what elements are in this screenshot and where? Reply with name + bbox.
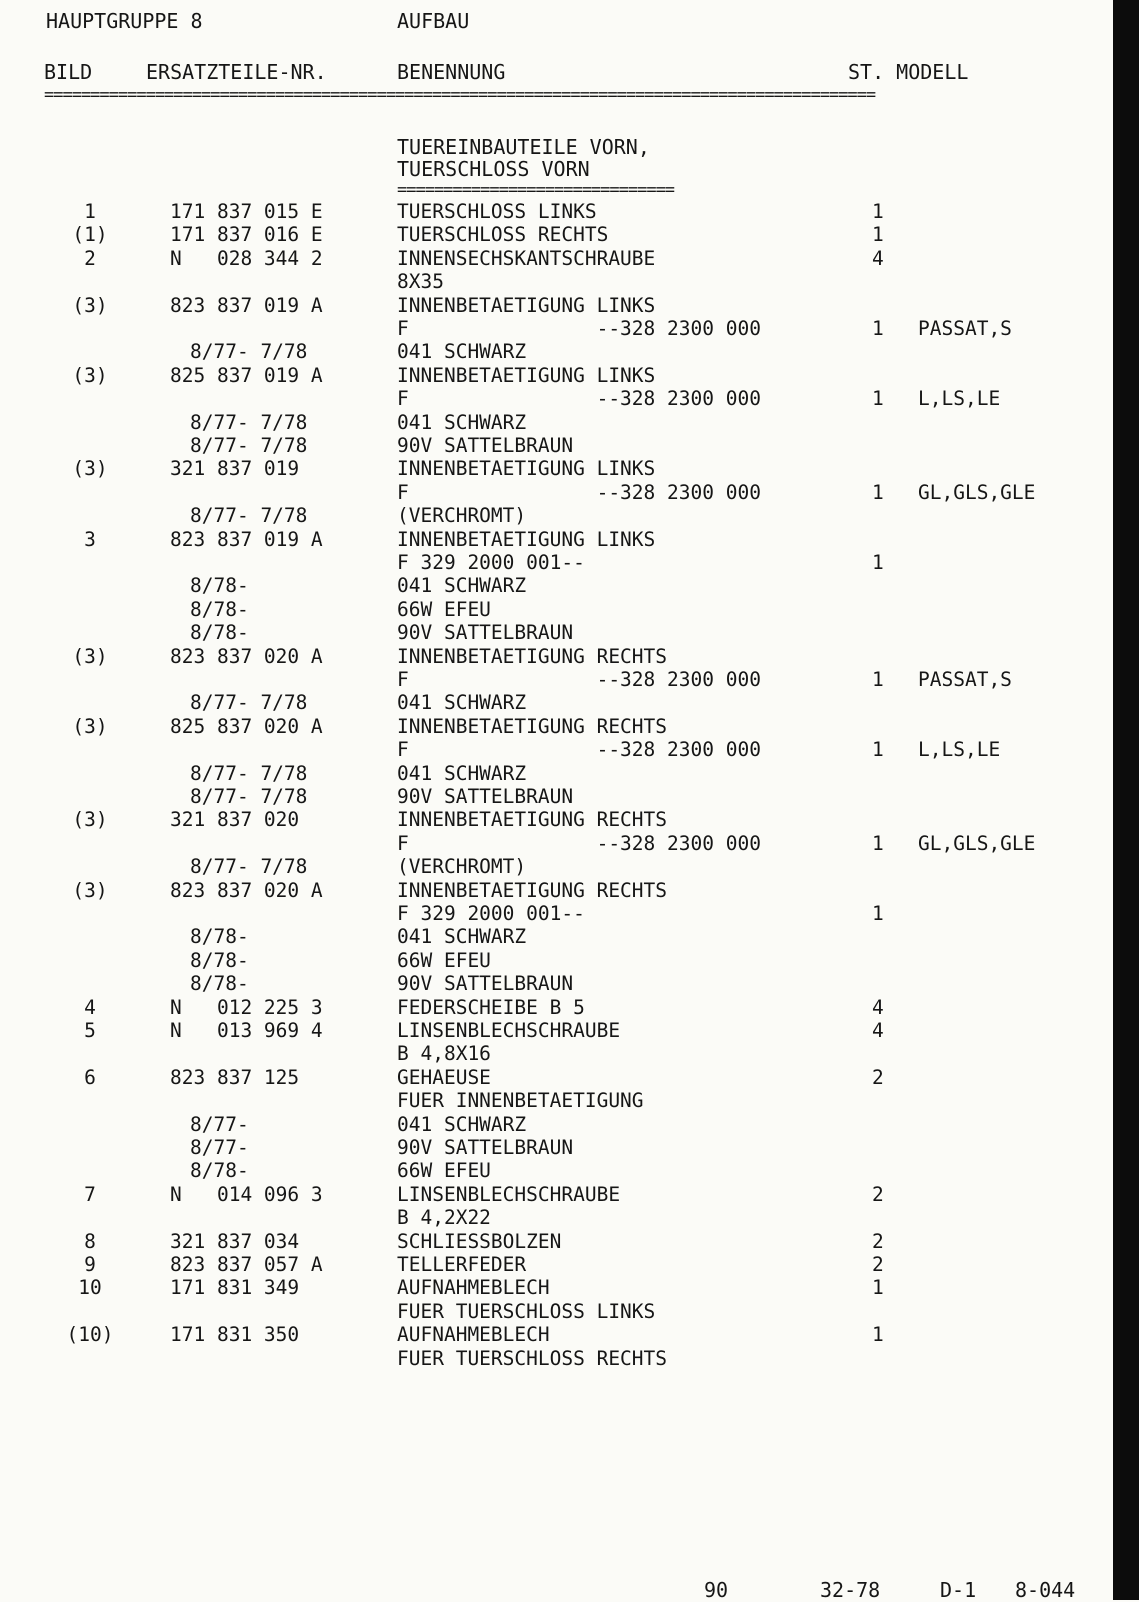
description: F 329 2000 001-- (397, 551, 585, 574)
footer-reference: 8-044 (1015, 1578, 1076, 1602)
table-row (0, 1066, 1110, 1089)
table-row (0, 481, 1110, 504)
bild-number: (3) (72, 457, 108, 481)
footer-d-code: D-1 (940, 1578, 977, 1602)
date-range: 8/78- (190, 1159, 249, 1183)
date-range: 8/77- 7/78 (190, 855, 308, 879)
part-number: N 028 344 2 (170, 246, 323, 270)
part-number: 823 837 019 A (170, 293, 323, 317)
description: TELLERFEDER (397, 1253, 527, 1276)
description: F --328 2300 000 (397, 668, 761, 691)
table-row (0, 855, 1110, 878)
table-row (0, 1300, 1110, 1323)
main-group-label: HAUPTGRUPPE 8 (46, 9, 203, 33)
date-range: 8/77- (190, 1136, 249, 1159)
description: 041 SCHWARZ (397, 340, 527, 364)
description: 041 SCHWARZ (397, 925, 527, 949)
table-row (0, 457, 1110, 480)
description: F 329 2000 001-- (397, 902, 585, 925)
bild-number: (3) (72, 878, 108, 902)
description: 041 SCHWARZ (397, 1112, 527, 1136)
quantity: 2 (872, 1253, 884, 1276)
table-row (0, 1113, 1110, 1136)
description: INNENBETAETIGUNG RECHTS (397, 808, 668, 832)
quantity: 1 (872, 902, 884, 925)
table-row (0, 715, 1110, 738)
description: AUFNAHMEBLECH (397, 1323, 550, 1347)
part-number: 823 837 125 (170, 1065, 300, 1089)
section-title-line2: TUERSCHLOSS VORN (397, 157, 590, 181)
date-range: 8/77- 7/78 (190, 691, 308, 715)
description: INNENBETAETIGUNG LINKS (397, 293, 656, 317)
table-row (0, 949, 1110, 972)
date-range: 8/78- (190, 621, 249, 645)
col-header-bild: BILD (44, 60, 93, 84)
description: GEHAEUSE (397, 1065, 491, 1089)
part-number: 171 837 016 E (170, 223, 323, 247)
description: 041 SCHWARZ (397, 410, 527, 434)
part-number: 823 837 057 A (170, 1253, 323, 1276)
table-row (0, 808, 1110, 831)
part-number: 321 837 020 (170, 808, 300, 832)
quantity: 2 (872, 1065, 884, 1089)
description: F --328 2300 000 (397, 831, 761, 855)
date-range: 8/77- (190, 1112, 249, 1136)
description: FUER INNENBETAETIGUNG (397, 1089, 644, 1113)
table-row (0, 996, 1110, 1019)
part-number: 171 831 350 (170, 1323, 300, 1347)
part-number: 823 837 019 A (170, 527, 323, 551)
table-row (0, 1253, 1110, 1276)
description: INNENBETAETIGUNG LINKS (397, 363, 656, 387)
footer-date-code: 32-78 (820, 1578, 881, 1602)
bild-number: (3) (72, 293, 108, 317)
table-row (0, 1230, 1110, 1253)
description: 90V SATTELBRAUN (397, 972, 574, 996)
table-row (0, 762, 1110, 785)
description: B 4,8X16 (397, 1042, 491, 1066)
description: FUER TUERSCHLOSS LINKS (397, 1299, 656, 1323)
date-range: 8/77- 7/78 (190, 410, 308, 434)
quantity: 1 (872, 223, 884, 247)
bild-number: (3) (72, 363, 108, 387)
date-range: 8/77- 7/78 (190, 340, 308, 364)
table-row (0, 598, 1110, 621)
date-range: 8/77- 7/78 (190, 761, 308, 785)
part-number: N 014 096 3 (170, 1182, 323, 1206)
quantity: 1 (872, 480, 884, 504)
description: 90V SATTELBRAUN (397, 1136, 574, 1159)
part-number: 825 837 019 A (170, 363, 323, 387)
bild-number: (3) (72, 714, 108, 738)
description: INNENSECHSKANTSCHRAUBE (397, 246, 656, 270)
model: GL,GLS,GLE (918, 480, 1036, 504)
footer-page-number: 90 (704, 1578, 729, 1602)
description: TUERSCHLOSS LINKS (397, 200, 597, 223)
date-range: 8/77- 7/78 (190, 504, 308, 528)
table-row (0, 621, 1110, 644)
description: 041 SCHWARZ (397, 691, 527, 715)
part-number: 823 837 020 A (170, 878, 323, 902)
description: 041 SCHWARZ (397, 761, 527, 785)
table-row (0, 364, 1110, 387)
table-row (0, 387, 1110, 410)
table-row (0, 1136, 1110, 1159)
model: PASSAT,S (918, 668, 1012, 691)
table-row (0, 972, 1110, 995)
table-row (0, 645, 1110, 668)
quantity: 1 (872, 738, 884, 762)
description: FEDERSCHEIBE B 5 (397, 995, 585, 1019)
header-rule: ========================================================================================== (44, 86, 876, 104)
table-row (0, 691, 1110, 714)
description: INNENBETAETIGUNG RECHTS (397, 878, 668, 902)
description: 66W EFEU (397, 597, 491, 621)
table-row (0, 317, 1110, 340)
bild-number: (1) (72, 223, 108, 247)
bild-number: 1 (84, 200, 96, 223)
quantity: 1 (872, 1276, 884, 1300)
bild-number: 3 (84, 527, 96, 551)
bild-number: 7 (84, 1182, 96, 1206)
description: INNENBETAETIGUNG LINKS (397, 527, 656, 551)
table-row (0, 1183, 1110, 1206)
table-row (0, 223, 1110, 246)
col-header-quantity-model: ST. MODELL (848, 60, 969, 84)
description: INNENBETAETIGUNG LINKS (397, 457, 656, 481)
description: TUERSCHLOSS RECHTS (397, 223, 609, 247)
bild-number: 10 (78, 1276, 102, 1300)
table-row (0, 1159, 1110, 1182)
bild-number: 6 (84, 1065, 96, 1089)
description: AUFNAHMEBLECH (397, 1276, 550, 1300)
table-row (0, 1347, 1110, 1370)
bild-number: 2 (84, 246, 96, 270)
table-row (0, 785, 1110, 808)
table-row (0, 504, 1110, 527)
section-label: AUFBAU (397, 9, 470, 33)
bild-number: 4 (84, 995, 96, 1019)
description: (VERCHROMT) (397, 504, 527, 528)
description: 66W EFEU (397, 948, 491, 972)
table-row (0, 574, 1110, 597)
model: GL,GLS,GLE (918, 831, 1036, 855)
description: INNENBETAETIGUNG RECHTS (397, 714, 668, 738)
part-number: 171 837 015 E (170, 200, 323, 223)
quantity: 1 (872, 551, 884, 574)
bild-number: 8 (84, 1229, 96, 1253)
section-title-line1: TUEREINBAUTEILE VORN, (397, 135, 650, 159)
quantity: 1 (872, 200, 884, 223)
table-row (0, 247, 1110, 270)
table-row (0, 270, 1110, 293)
col-header-part-number: ERSATZTEILE-NR. (146, 60, 327, 84)
part-number: N 012 225 3 (170, 995, 323, 1019)
scan-edge (1113, 0, 1139, 1600)
part-number: N 013 969 4 (170, 1019, 323, 1042)
col-header-description: BENENNUNG (397, 60, 506, 84)
description: 90V SATTELBRAUN (397, 434, 574, 457)
date-range: 8/77- 7/78 (190, 785, 308, 808)
description: 90V SATTELBRAUN (397, 785, 574, 808)
date-range: 8/78- (190, 925, 249, 949)
description: INNENBETAETIGUNG RECHTS (397, 644, 668, 668)
table-row (0, 294, 1110, 317)
part-number: 321 837 034 (170, 1229, 300, 1253)
quantity: 4 (872, 1019, 884, 1042)
part-number: 321 837 019 (170, 457, 300, 481)
bild-number: 5 (84, 1019, 96, 1042)
part-number: 823 837 020 A (170, 644, 323, 668)
description: 66W EFEU (397, 1159, 491, 1183)
description: F --328 2300 000 (397, 387, 761, 411)
date-range: 8/78- (190, 597, 249, 621)
table-row (0, 879, 1110, 902)
bild-number: (10) (66, 1323, 114, 1347)
table-row (0, 668, 1110, 691)
description: 8X35 (397, 270, 444, 294)
table-row (0, 411, 1110, 434)
part-number: 171 831 349 (170, 1276, 300, 1300)
description: LINSENBLECHSCHRAUBE (397, 1019, 621, 1042)
description: (VERCHROMT) (397, 855, 527, 879)
bild-number: 9 (84, 1253, 96, 1276)
date-range: 8/78- (190, 948, 249, 972)
table-row (0, 551, 1110, 574)
model: PASSAT,S (918, 317, 1012, 340)
date-range: 8/77- 7/78 (190, 434, 308, 457)
quantity: 1 (872, 1323, 884, 1347)
date-range: 8/78- (190, 972, 249, 996)
quantity: 4 (872, 246, 884, 270)
table-row (0, 1042, 1110, 1065)
table-row (0, 738, 1110, 761)
model: L,LS,LE (918, 738, 1001, 762)
quantity: 1 (872, 831, 884, 855)
table-row (0, 340, 1110, 363)
bild-number: (3) (72, 644, 108, 668)
description: B 4,2X22 (397, 1206, 491, 1230)
quantity: 1 (872, 668, 884, 691)
quantity: 2 (872, 1182, 884, 1206)
table-row (0, 1206, 1110, 1229)
table-row (0, 434, 1110, 457)
description: 041 SCHWARZ (397, 574, 527, 598)
description: SCHLIESSBOLZEN (397, 1229, 562, 1253)
part-number: 825 837 020 A (170, 714, 323, 738)
date-range: 8/78- (190, 574, 249, 598)
quantity: 2 (872, 1229, 884, 1253)
description: F --328 2300 000 (397, 738, 761, 762)
description: F --328 2300 000 (397, 317, 761, 340)
table-row (0, 1089, 1110, 1112)
table-row (0, 925, 1110, 948)
table-row (0, 1276, 1110, 1299)
table-row (0, 200, 1110, 223)
table-row (0, 832, 1110, 855)
quantity: 1 (872, 317, 884, 340)
model: L,LS,LE (918, 387, 1001, 411)
description: FUER TUERSCHLOSS RECHTS (397, 1346, 668, 1370)
bild-number: (3) (72, 808, 108, 832)
quantity: 4 (872, 995, 884, 1019)
table-row (0, 902, 1110, 925)
section-title-rule: ============================== (397, 181, 675, 199)
table-row (0, 528, 1110, 551)
description: F --328 2300 000 (397, 480, 761, 504)
description: LINSENBLECHSCHRAUBE (397, 1182, 621, 1206)
quantity: 1 (872, 387, 884, 411)
table-row (0, 1323, 1110, 1346)
description: 90V SATTELBRAUN (397, 621, 574, 645)
table-row (0, 1019, 1110, 1042)
